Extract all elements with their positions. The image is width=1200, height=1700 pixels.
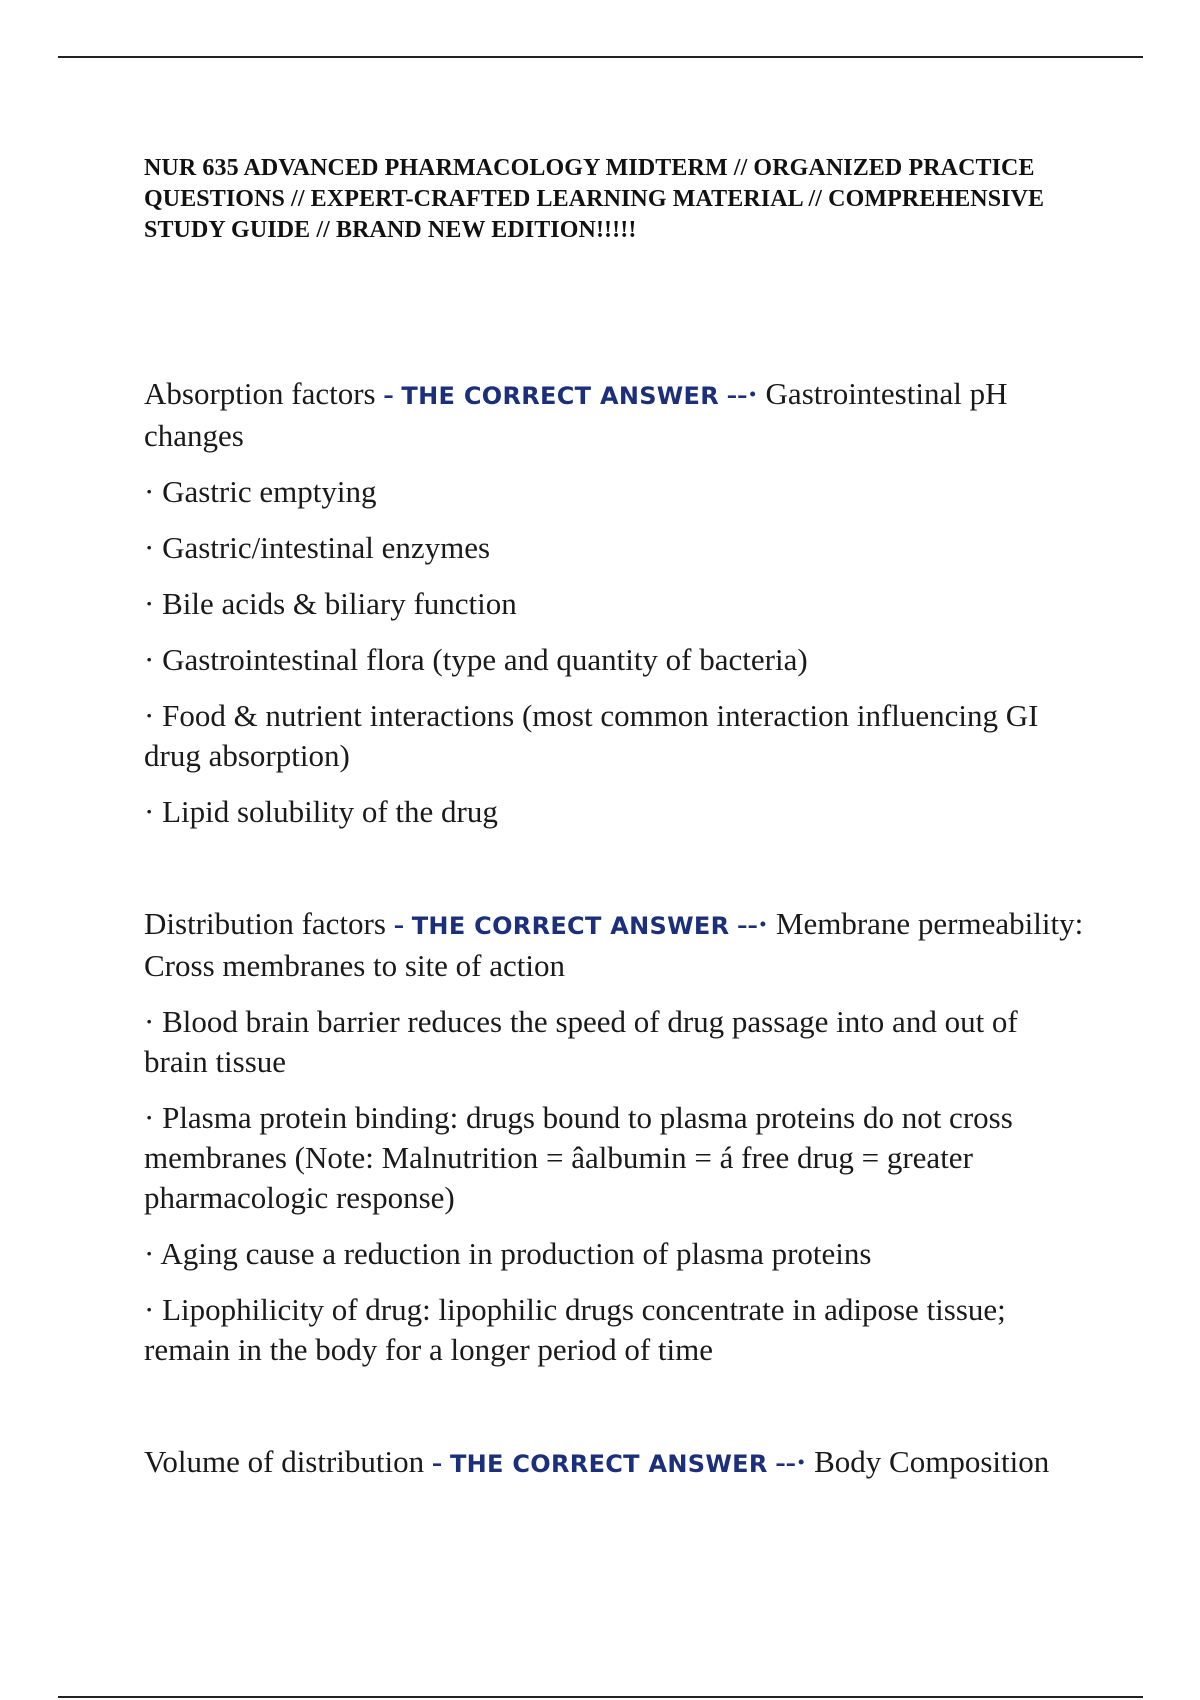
qa-question-line <box>144 374 1084 456</box>
correct-answer-label: THE CORRECT ANSWER <box>411 912 730 940</box>
qa-question-line <box>144 904 1084 986</box>
answer-bullet: · Plasma protein binding: drugs bound to plasma proteins do not cross membranes (Note: Malnutrition = âalbumin = á free drug = greater pharmacologic response) <box>144 1100 1013 1215</box>
answer-bullet: · Gastric/intestinal enzymes <box>144 530 491 565</box>
qa-block-absorption <box>144 374 1084 832</box>
answer-bullet: · Lipophilicity of drug: lipophilic drugs concentrate in adipose tissue; remain in the body for a longer period of time <box>144 1292 1006 1367</box>
answer-bullet: · Blood brain barrier reduces the speed of drug passage into and out of brain tissue <box>144 1004 1018 1079</box>
answer-arrow: --· <box>726 376 758 411</box>
answer-first-line: Body Composition <box>814 1444 1050 1479</box>
answer-bullet: · Lipid solubility of the drug <box>144 794 498 829</box>
answer-arrow: --· <box>737 906 769 941</box>
document-title: NUR 635 ADVANCED PHARMACOLOGY MIDTERM // ORGANIZED PRACTICE QUESTIONS // EXPERT-CRAFTED LEARNING MATERIAL // COMPREHENSIVE STUDY GUIDE // BRAND NEW EDITION!!!!! <box>144 155 1045 243</box>
question-text: Absorption factors <box>144 376 376 411</box>
answer-bullet: · Gastrointestinal flora (type and quantity of bacteria) <box>144 642 808 677</box>
answer-first-line: Membrane permeability: Cross membranes to site of action <box>144 906 1084 983</box>
top-rule <box>58 56 1143 58</box>
answer-first-line: Gastrointestinal pH changes <box>144 376 1008 453</box>
question-text: Distribution factors <box>144 906 386 941</box>
question-text: Volume of distribution <box>144 1444 425 1479</box>
answer-dash: - <box>393 906 405 941</box>
correct-answer-label: THE CORRECT ANSWER <box>449 1450 768 1478</box>
answer-bullet: · Aging cause a reduction in production of plasma proteins <box>144 1236 872 1271</box>
answer-bullet: · Bile acids & biliary function <box>144 586 517 621</box>
qa-question-line <box>144 1442 1084 1484</box>
answer-bullet: · Food & nutrient interactions (most common interaction influencing GI drug absorption) <box>144 698 1039 773</box>
correct-answer-label: THE CORRECT ANSWER <box>401 382 720 410</box>
answer-bullet: · Gastric emptying <box>144 474 377 509</box>
bottom-rule <box>58 1696 1143 1698</box>
answer-dash: - <box>383 376 394 411</box>
document-body <box>144 374 1084 1500</box>
qa-block-distribution <box>144 904 1084 1370</box>
qa-block-volume-of-distribution <box>144 1442 1084 1484</box>
answer-arrow: --· <box>775 1444 807 1479</box>
answer-dash: - <box>431 1444 443 1479</box>
